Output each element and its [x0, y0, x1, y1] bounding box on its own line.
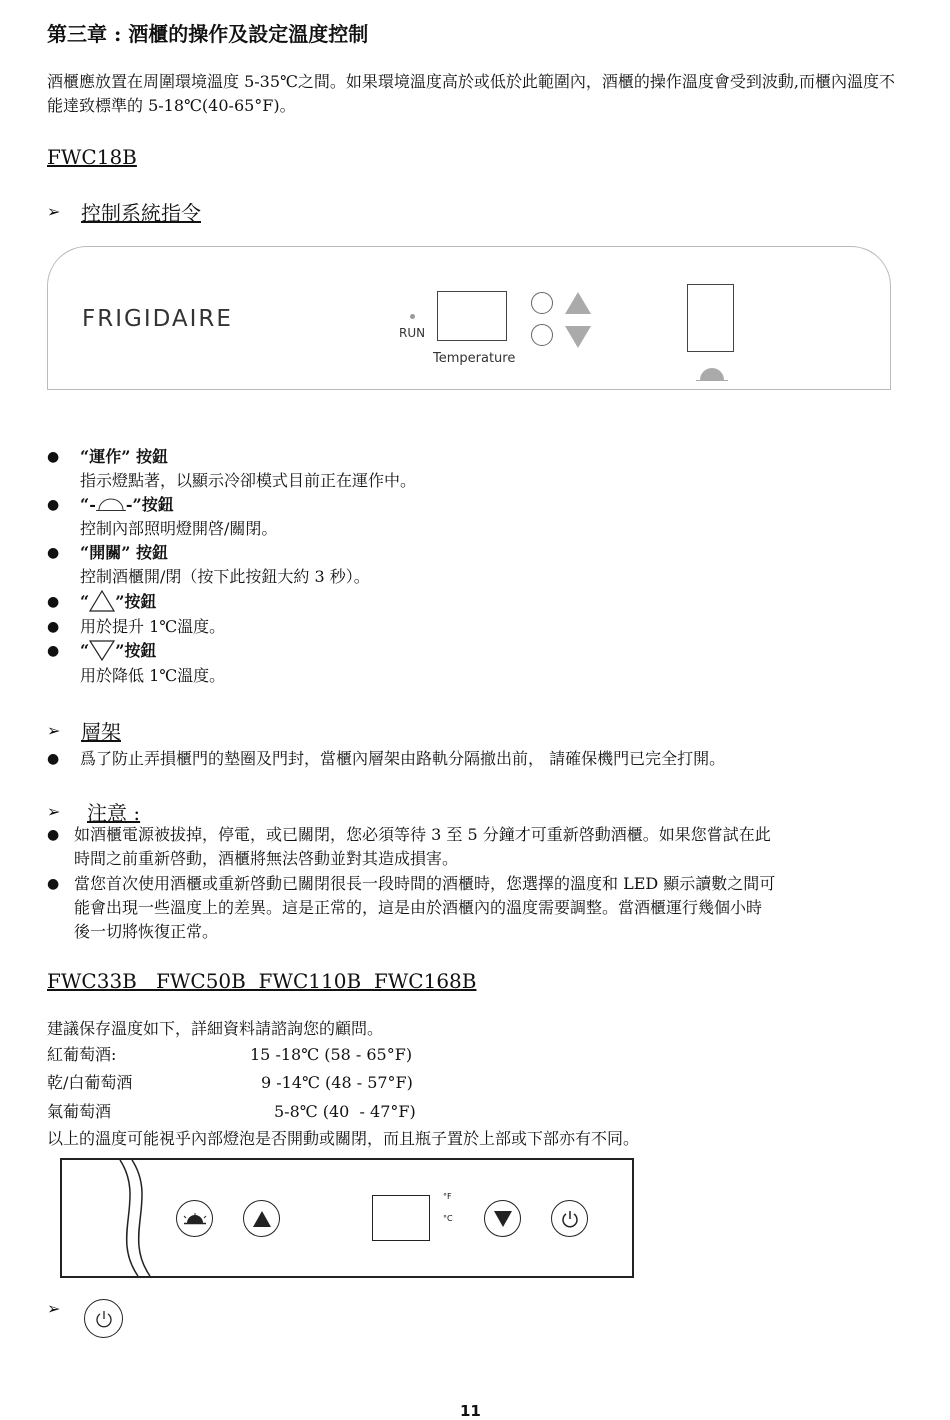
temp-up-button [243, 1200, 280, 1237]
button-down-title-post: ”按鈕 [115, 641, 157, 660]
note-1-line-1: 如酒櫃電源被拔掉，停電，或已關閉，您必須等待 3 至 5 分鐘才可重新啓動酒櫃。如果您嘗試在此 [74, 825, 771, 844]
light-bulb-icon [696, 364, 728, 382]
button-up-desc-row [47, 615, 225, 639]
note-2-line-1: 當您首次使用酒櫃或重新啓動已關閉很長一段時間的酒櫃時，您選擇的溫度和 LED 顯示讀數之間可 [74, 874, 776, 893]
bullet-icon: ● [47, 594, 60, 610]
temp-down-button [484, 1200, 521, 1237]
note-2-line-2: 能會出現一些溫度上的差異。這是正常的，這是由於酒櫃內的溫度需要調整。當酒櫃運行幾個小時 [74, 898, 763, 917]
shelf-text: 爲了防止弄損櫃門的墊圈及門封，當櫃內層架由路軌分隔撤出前， 請確保機門已完全打開。 [80, 749, 726, 768]
button-item-light [47, 493, 174, 517]
shelf-item [47, 747, 725, 771]
section-control-title: 控制系統指令 [81, 201, 201, 225]
bullet-icon: ● [47, 545, 60, 561]
button-run-title: “運作” 按鈕 [80, 447, 168, 466]
intro-paragraph: 酒櫃應放置在周圍環境溫度 5-35℃之間。如果環境溫度高於或低於此範圍內，酒櫃的操作溫度會受到波動,而櫃內溫度不能達致標準的 5-18℃(40-65°F)。 [47, 72, 896, 115]
button-up-title-pre: “ [80, 592, 90, 611]
bullet-icon: ● [47, 449, 60, 465]
door-curve-icon [118, 1160, 154, 1276]
unit-f-label: °F [443, 1192, 452, 1201]
temperature-display-2 [372, 1195, 430, 1241]
button-up-desc: 用於提升 1℃溫度。 [80, 617, 226, 636]
button-light-desc: 控制內部照明燈開啓/關閉。 [80, 519, 278, 538]
wine-red-name: 紅葡萄酒: [47, 1045, 117, 1064]
button-item-down [47, 639, 156, 663]
arrow-bullet-icon: ➢ [47, 202, 61, 221]
bullet-icon: ● [47, 643, 60, 659]
power-button [551, 1200, 588, 1237]
note-1-line-2: 時間之前重新啓動，酒櫃將無法啓動並對其造成損害。 [74, 849, 459, 868]
wine-red-temp: 15 -18℃ (58 - 65°F) [250, 1045, 413, 1064]
temperature-display [437, 291, 507, 341]
light-outline-icon [96, 496, 126, 512]
button-light-title-pre: “- [80, 495, 96, 514]
power-icon [560, 1209, 580, 1229]
wine-white-temp: 9 -14℃ (48 - 57°F) [261, 1073, 413, 1092]
wine-sparkling-temp: 5-8℃ (40 - 47°F) [274, 1102, 416, 1121]
bullet-icon: ● [47, 876, 60, 892]
section-control-heading [47, 197, 201, 226]
triangle-down-outline-icon [89, 639, 115, 661]
button-run-desc: 指示燈點著，以顯示冷卻模式目前正在運作中。 [80, 471, 417, 490]
triangle-up-icon [565, 292, 591, 314]
button-down-title-pre: “ [80, 641, 90, 660]
triangle-up-outline-icon [89, 590, 115, 612]
page-number: 11 [460, 1402, 481, 1420]
button-up-title-post: ”按鈕 [115, 592, 157, 611]
run-label: RUN [399, 326, 426, 340]
power-symbol [84, 1299, 123, 1338]
button-light-title-post: -”按鈕 [125, 495, 174, 514]
note-item-2 [47, 872, 907, 944]
section-note-title: 注意 : [87, 801, 141, 825]
run-indicator-icon [410, 314, 415, 319]
light-button [176, 1200, 213, 1237]
button-item-up [47, 590, 156, 614]
bullet-icon: ● [47, 619, 60, 635]
button-power-desc: 控制酒櫃開/閉（按下此按鈕大約 3 秒）。 [80, 567, 370, 586]
button-item-power [47, 541, 168, 565]
light-display-box [687, 284, 734, 352]
arrow-bullet-icon: ➢ [47, 802, 61, 821]
button-power-title: “開關” 按鈕 [80, 543, 168, 562]
bullet-icon: ● [47, 751, 60, 767]
chapter-title: 第三章 : 酒櫃的操作及設定溫度控制 [47, 22, 369, 46]
wine-white-name: 乾/白葡萄酒 [47, 1073, 133, 1092]
frigidaire-logo: FRIGIDAIRE [82, 306, 233, 332]
triangle-up-icon [252, 1210, 272, 1228]
button-down-desc: 用於降低 1℃溫度。 [80, 666, 226, 685]
note-2-line-3: 後一切將恢復正常。 [74, 922, 219, 941]
unit-c-label: °C [443, 1214, 453, 1223]
wine-sparkling-name: 氣葡萄酒 [47, 1102, 112, 1121]
bullet-icon: ● [47, 497, 60, 513]
light-bulb-icon [183, 1212, 207, 1226]
triangle-down-icon [565, 326, 591, 348]
section-shelf-title: 層架 [81, 720, 121, 744]
note-item-1 [47, 823, 907, 871]
power-section-heading [47, 1299, 81, 1318]
power-circle-button-bottom [531, 324, 553, 346]
wine-note: 以上的溫度可能視乎內部燈泡是否開動或關閉，而且瓶子置於上部或下部亦有不同。 [47, 1129, 640, 1148]
section-note-heading [47, 797, 140, 826]
power-icon [94, 1309, 114, 1329]
arrow-bullet-icon: ➢ [47, 1299, 61, 1318]
model-heading-fwc-series: FWC33B FWC50B FWC110B FWC168B [47, 969, 477, 993]
arrow-bullet-icon: ➢ [47, 721, 61, 740]
power-circle-button-top [531, 292, 553, 314]
section-shelf-heading [47, 716, 121, 745]
bullet-icon: ● [47, 827, 60, 843]
button-item-run [47, 445, 168, 469]
model-heading-fwc18b: FWC18B [47, 145, 137, 169]
temperature-label: Temperature [433, 351, 516, 366]
triangle-down-icon [493, 1210, 513, 1228]
suggest-text: 建議保存溫度如下，詳細資料請諮詢您的顧問。 [47, 1019, 384, 1038]
